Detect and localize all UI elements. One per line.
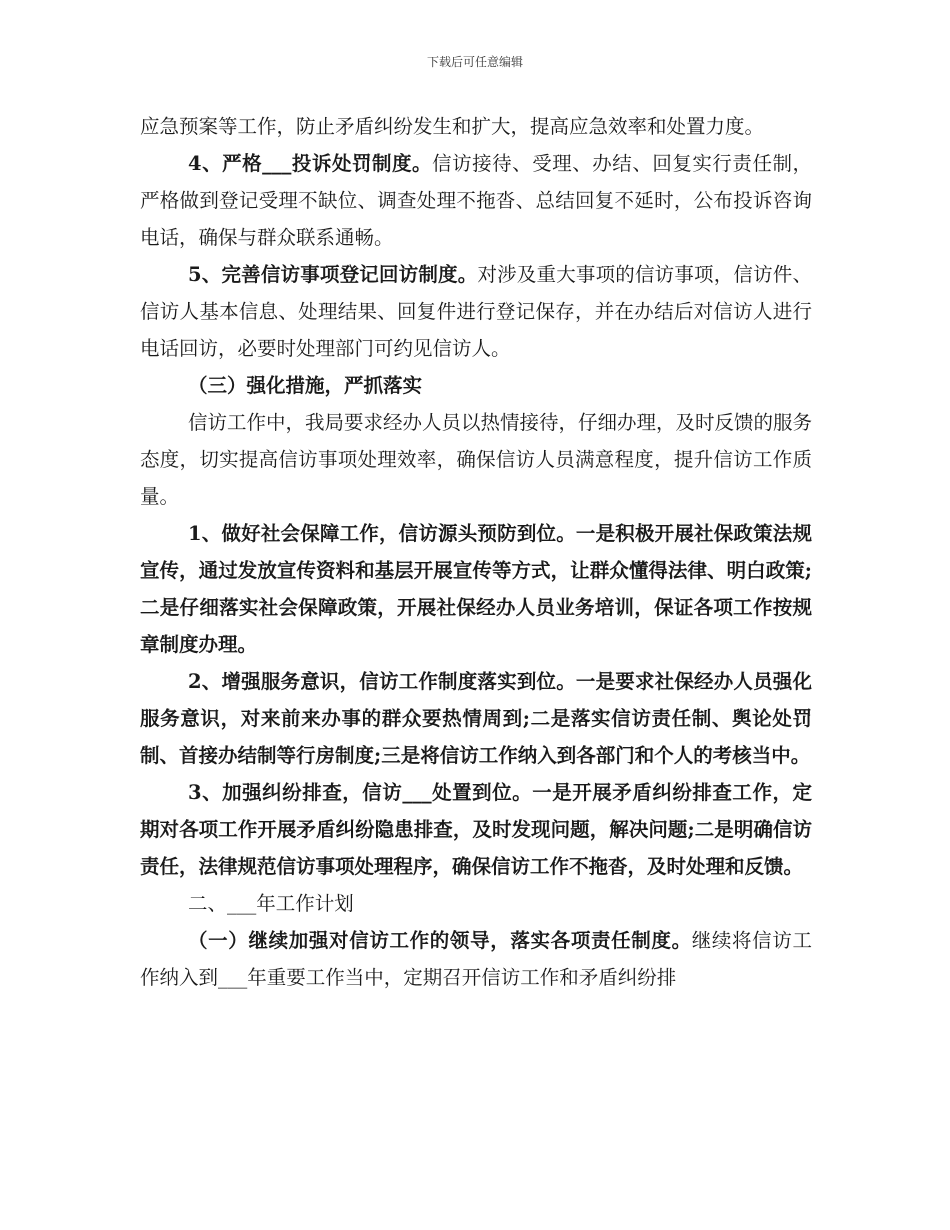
page-header: 下载后可任意编辑 (426, 55, 523, 69)
paragraph-text: 对涉及重大事项的信访事项，信访件、信访人基本信息、处理结果、回复件进行登记保存，并在办结后对信访人进行电话回访，必要时处理部门可约见信访人。 (140, 263, 812, 360)
document-body (140, 108, 812, 996)
paragraph-item-3 (140, 774, 812, 885)
paragraph-text: 信访接待、受理、办结、回复实行责任制，严格做到登记受理不缺位、调查处理不拖沓、总结回复不延时，公布投诉咨询电话，确保与群众联系通畅。 (140, 152, 812, 249)
paragraph-heading: 4、严格___投诉处罚制度。 (188, 152, 433, 175)
paragraph-bold-text: 3、加强纠纷排查，信访___处置到位。一是开展矛盾纠纷排查工作，定期对各项工作开展矛盾纠纷隐患排查，及时发现问题，解决问题;二是明确信访责任，法律规范信访事项处理程序，确保信访工作不拖沓，及时处理和反馈。 (140, 781, 812, 878)
paragraph-bold-text: 2、增强服务意识，信访工作制度落实到位。一是要求社保经办人员强化服务意识，对来前来办事的群众要热情周到;二是落实信访责任制、舆论处罚制、首接办结制等行房制度;三是将信访工作纳入到各部门和个人的考核当中。 (140, 670, 812, 767)
paragraph-heading: （一）继续加强对信访工作的领导，落实各项责任制度。 (188, 929, 692, 952)
paragraph-text: 继续将信访工作纳入到___年重要工作当中，定期召开信访工作和矛盾纠纷排 (140, 929, 812, 989)
paragraph-heading: 5、完善信访事项登记回访制度。 (188, 263, 478, 286)
paragraph-item-4 (140, 145, 812, 256)
paragraph-bold-text: 1、做好社会保障工作，信访源头预防到位。一是积极开展社保政策法规宣传，通过发放宣传资料和基层开展宣传等方式，让群众懂得法律、明白政策;二是仔细落实社会保障政策，开展社保经办人员业务培训，保证各项工作按规章制度办理。 (140, 522, 812, 656)
section-title: （三）强化措施，严抓落实 (188, 374, 423, 397)
section-heading-2 (140, 885, 812, 922)
paragraph-item-5 (140, 256, 812, 367)
paragraph-intro (140, 404, 812, 515)
paragraph-plan-1 (140, 922, 812, 996)
section-heading-3 (140, 367, 812, 404)
paragraph-text: 应急预案等工作，防止矛盾纠纷发生和扩大，提高应急效率和处置力度。 (140, 115, 765, 138)
paragraph-text: 信访工作中，我局要求经办人员以热情接待，仔细办理，及时反馈的服务态度，切实提高信访事项处理效率，确保信访人员满意程度，提升信访工作质量。 (140, 411, 813, 508)
paragraph-item-2 (140, 663, 812, 774)
paragraph-item-1 (140, 515, 812, 663)
paragraph-continuation (140, 108, 812, 145)
section-title: 二、___年工作计划 (188, 892, 354, 915)
